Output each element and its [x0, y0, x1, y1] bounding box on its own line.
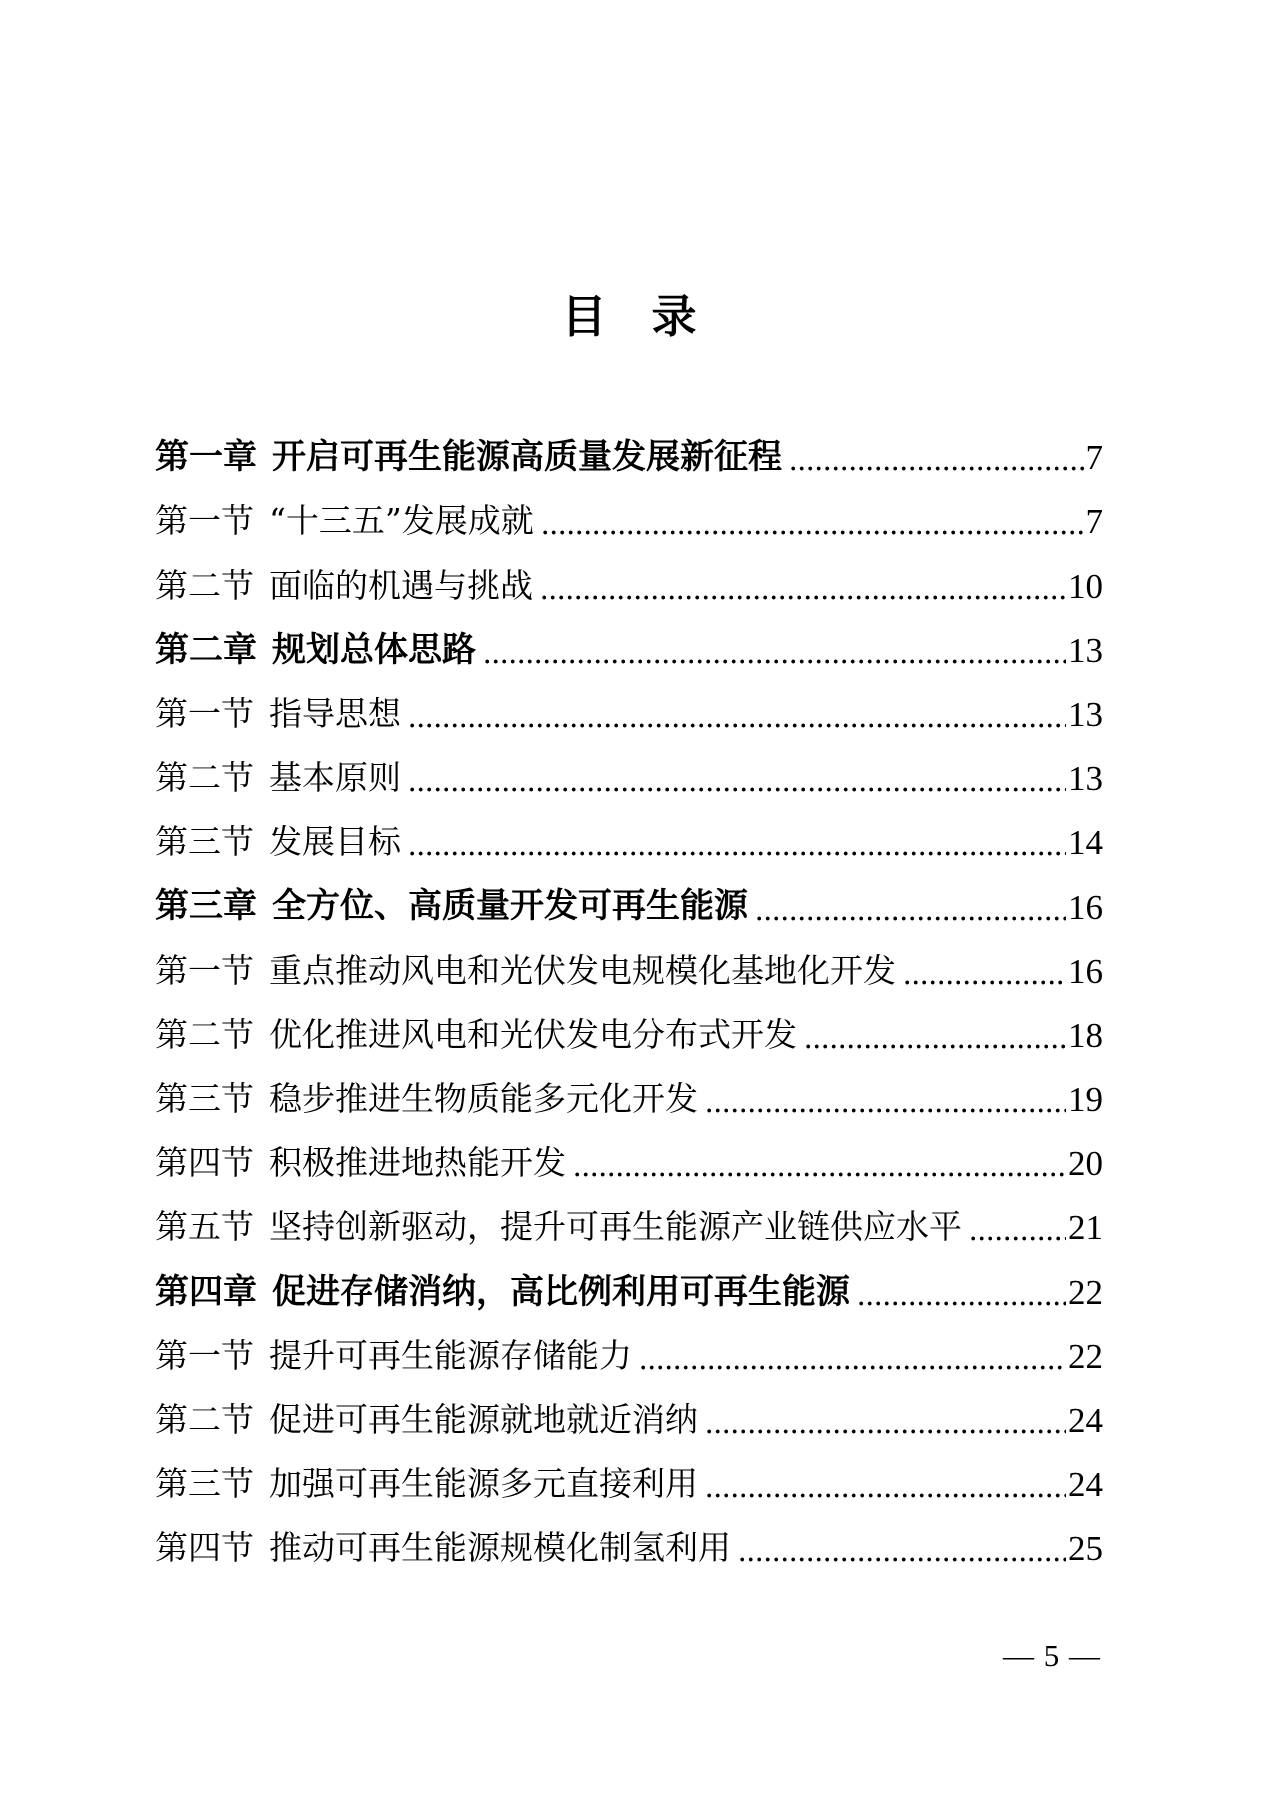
- toc-entry-section: [155, 1502, 1103, 1569]
- toc-entry-label: 第一节: [155, 950, 254, 990]
- toc-entry-label: 第三章: [155, 887, 257, 926]
- toc-entry-label: 第二节: [155, 565, 254, 605]
- toc-entry-chapter-3: [155, 860, 1103, 927]
- toc-entry-page-number: 7: [1085, 502, 1103, 542]
- toc-entry-section: [155, 1181, 1103, 1248]
- toc-entry-page-number: 7: [1085, 438, 1103, 478]
- dot-leader-line: [542, 595, 1066, 600]
- toc-entry-title: 促进存储消纳，高比例利用可再生能源: [272, 1272, 850, 1311]
- toc-entry-title: 发展目标: [269, 822, 401, 862]
- toc-entry-title: 积极推进地热能开发: [269, 1143, 566, 1183]
- page-number-footer: — 5 —: [1003, 1638, 1101, 1673]
- toc-entry-title: 面临的机遇与挑战: [269, 565, 533, 605]
- toc-entry-label: 第三节: [155, 822, 254, 862]
- toc-entry-chapter-2: [155, 604, 1103, 668]
- toc-entry-page-number: 25: [1068, 1529, 1103, 1569]
- toc-entry-title: 坚持创新驱动，提升可再生能源产业链供应水平: [269, 1207, 962, 1247]
- dot-leader-line: [806, 1044, 1066, 1049]
- toc-entry-label: 第一节: [155, 1335, 254, 1375]
- toc-entry-section: [155, 796, 1103, 863]
- toc-entry-page-number: 13: [1068, 759, 1103, 799]
- dot-leader-line: [543, 530, 1084, 535]
- toc-entry-section: [155, 1117, 1103, 1184]
- dot-leader-line: [410, 723, 1066, 728]
- toc-entry-label: 第五节: [155, 1207, 254, 1247]
- toc-entry-title: “十三五”发展成就: [269, 501, 534, 541]
- toc-entry-section: [155, 539, 1103, 606]
- dot-leader-line: [757, 916, 1066, 921]
- dot-leader-line: [641, 1365, 1066, 1370]
- dot-leader-line: [971, 1236, 1066, 1241]
- toc-entry-page-number: 13: [1068, 630, 1103, 670]
- toc-entry-title: 加强可再生能源多元直接利用: [269, 1464, 698, 1504]
- dot-leader-line: [905, 980, 1066, 985]
- toc-entry-label: 第四章: [155, 1272, 257, 1311]
- dot-leader-line: [575, 1172, 1066, 1177]
- dot-leader-line: [410, 851, 1066, 856]
- toc-entry-page-number: 19: [1068, 1080, 1103, 1120]
- toc-entry-title: 稳步推进生物质能多元化开发: [269, 1079, 698, 1119]
- dot-leader-line: [791, 466, 1084, 471]
- toc-entry-section: [155, 1374, 1103, 1438]
- page-title: 目 录: [561, 291, 697, 342]
- dot-leader-line: [707, 1429, 1066, 1434]
- toc-entry-title: 重点推动风电和光伏发电规模化基地化开发: [269, 950, 896, 990]
- toc-entry-label: 第一章: [155, 438, 257, 477]
- toc-entry-label: 第一节: [155, 693, 254, 733]
- toc-entry-section: [155, 1310, 1103, 1374]
- toc-entry-page-number: 24: [1068, 1465, 1103, 1505]
- toc-entry-label: 第一节: [155, 501, 254, 541]
- toc-entry-section: [155, 989, 1103, 1053]
- dot-leader-line: [740, 1557, 1066, 1562]
- toc-entry-page-number: 20: [1068, 1144, 1103, 1184]
- toc-entry-label: 第二节: [155, 1014, 254, 1054]
- toc-entry-page-number: 22: [1068, 1272, 1103, 1312]
- toc-entry-page-number: 24: [1068, 1401, 1103, 1440]
- toc-entry-title: 促进可再生能源就地就近消纳: [269, 1400, 698, 1440]
- dot-leader-line: [707, 1493, 1066, 1498]
- toc-entry-title: 基本原则: [269, 758, 401, 798]
- toc-entry-chapter-4: [155, 1245, 1103, 1312]
- toc-entry-chapter-1: [155, 411, 1103, 478]
- toc-entry-section: [155, 925, 1103, 989]
- toc-entry-label: 第四节: [155, 1528, 254, 1568]
- toc-entry-page-number: 22: [1068, 1336, 1103, 1376]
- toc-entry-page-number: 13: [1068, 694, 1103, 734]
- toc-entry-page-number: 21: [1068, 1208, 1103, 1248]
- toc-entry-section: [155, 475, 1103, 542]
- toc-entry-label: 第三节: [155, 1464, 254, 1504]
- toc-entry-page-number: 16: [1068, 887, 1103, 927]
- toc-entry-title: 全方位、高质量开发可再生能源: [272, 887, 748, 926]
- toc-entry-label: 第三节: [155, 1079, 254, 1119]
- toc-entry-page-number: 14: [1068, 823, 1103, 863]
- toc-entry-section: [155, 1438, 1103, 1505]
- toc-entry-title: 提升可再生能源存储能力: [269, 1335, 632, 1375]
- toc-entry-title: 规划总体思路: [272, 630, 476, 669]
- toc-entry-section: [155, 1053, 1103, 1120]
- toc-entry-title: 优化推进风电和光伏发电分布式开发: [269, 1014, 797, 1054]
- toc-entry-page-number: 10: [1068, 566, 1103, 606]
- toc-entry-page-number: 18: [1068, 1015, 1103, 1055]
- dot-leader-line: [859, 1301, 1066, 1306]
- dot-leader-line: [485, 659, 1066, 664]
- toc-entry-section: [155, 732, 1103, 799]
- dot-leader-line: [410, 787, 1066, 792]
- toc-entry-label: 第二节: [155, 758, 254, 798]
- toc-entry-page-number: 16: [1068, 951, 1103, 991]
- toc-entry-section: [155, 668, 1103, 732]
- toc-entry-label: 第二节: [155, 1400, 254, 1440]
- toc-entry-title: 开启可再生能源高质量发展新征程: [272, 438, 782, 477]
- toc-entry-title: 指导思想: [269, 693, 401, 733]
- dot-leader-line: [707, 1108, 1066, 1113]
- table-of-contents: [155, 411, 1103, 1569]
- toc-entry-label: 第二章: [155, 630, 257, 669]
- toc-entry-label: 第四节: [155, 1143, 254, 1183]
- toc-entry-title: 推动可再生能源规模化制氢利用: [269, 1528, 731, 1568]
